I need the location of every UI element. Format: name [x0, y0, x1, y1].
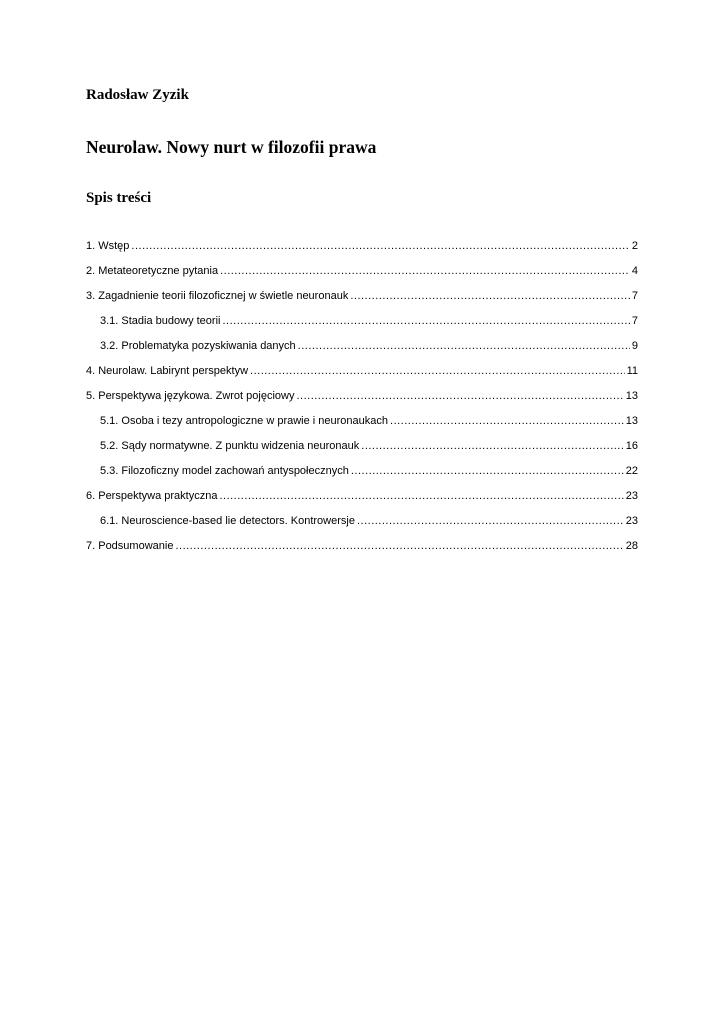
toc-entry-label: 3. Zagadnienie teorii filozoficznej w świetle neuronauk: [86, 290, 349, 302]
toc-entry-7[interactable]: [86, 537, 638, 562]
toc-entry-page-number: 13: [625, 390, 638, 402]
toc-entry-5-3[interactable]: [86, 462, 638, 487]
toc-dot-leader: [296, 387, 623, 405]
toc-entry-page-number: 4: [631, 265, 638, 277]
toc-entry-6-1[interactable]: [86, 512, 638, 537]
toc-entry-label: 3.1. Stadia budowy teorii: [100, 315, 221, 327]
toc-dot-leader: [361, 437, 623, 455]
toc-entry-5-1[interactable]: [86, 412, 638, 437]
toc-entry-2[interactable]: [86, 262, 638, 287]
table-of-contents: [86, 237, 638, 562]
toc-entry-5-2[interactable]: [86, 437, 638, 462]
toc-entry-5[interactable]: [86, 387, 638, 412]
toc-entry-page-number: 23: [625, 515, 638, 527]
toc-entry-page-number: 9: [631, 340, 638, 352]
toc-entry-3[interactable]: [86, 287, 638, 312]
toc-entry-label: 6. Perspektywa praktyczna: [86, 490, 218, 502]
document-title: Neurolaw. Nowy nurt w filozofii prawa: [86, 137, 377, 157]
toc-entry-label: 5.2. Sądy normatywne. Z punktu widzenia neuronauk: [100, 440, 360, 452]
toc-dot-leader: [175, 537, 623, 555]
toc-entry-3-1[interactable]: [86, 312, 638, 337]
toc-entry-label: 5. Perspektywa językowa. Zwrot pojęciowy: [86, 390, 295, 402]
toc-dot-leader: [220, 262, 630, 280]
toc-entry-page-number: 23: [625, 490, 638, 502]
toc-entry-page-number: 16: [625, 440, 638, 452]
toc-entry-page-number: 7: [631, 315, 638, 327]
toc-entry-6[interactable]: [86, 487, 638, 512]
toc-entry-page-number: 7: [631, 290, 638, 302]
toc-entry-label: 2. Metateoretyczne pytania: [86, 265, 219, 277]
toc-entry-label: 6.1. Neuroscience-based lie detectors. Kontrowersje: [100, 515, 355, 527]
toc-dot-leader: [350, 287, 630, 305]
toc-dot-leader: [351, 462, 624, 480]
toc-dot-leader: [250, 362, 625, 380]
toc-entry-page-number: 22: [625, 465, 638, 477]
toc-entry-label: 3.2. Problematyka pozyskiwania danych: [100, 340, 296, 352]
toc-entry-label: 5.1. Osoba i tezy antropologiczne w prawie i neuronaukach: [100, 415, 389, 427]
toc-dot-leader: [298, 337, 630, 355]
toc-entry-label: 1. Wstęp: [86, 240, 130, 252]
toc-entry-3-2[interactable]: [86, 337, 638, 362]
toc-dot-leader: [357, 512, 624, 530]
toc-dot-leader: [131, 237, 629, 255]
toc-entry-page-number: 2: [631, 240, 638, 252]
toc-entry-4[interactable]: [86, 362, 638, 387]
toc-entry-page-number: 11: [626, 365, 638, 377]
toc-dot-leader: [222, 312, 629, 330]
toc-entry-page-number: 28: [625, 540, 638, 552]
toc-entry-label: 5.3. Filozoficzny model zachowań antyspołecznych: [100, 465, 349, 477]
toc-entry-1[interactable]: [86, 237, 638, 262]
toc-dot-leader: [390, 412, 624, 430]
toc-heading: Spis treści: [86, 190, 152, 206]
toc-entry-label: 7. Podsumowanie: [86, 540, 174, 552]
toc-dot-leader: [219, 487, 623, 505]
toc-entry-page-number: 13: [625, 415, 638, 427]
author-name: Radosław Zyzik: [86, 87, 189, 103]
toc-entry-label: 4. Neurolaw. Labirynt perspektyw: [86, 365, 249, 377]
